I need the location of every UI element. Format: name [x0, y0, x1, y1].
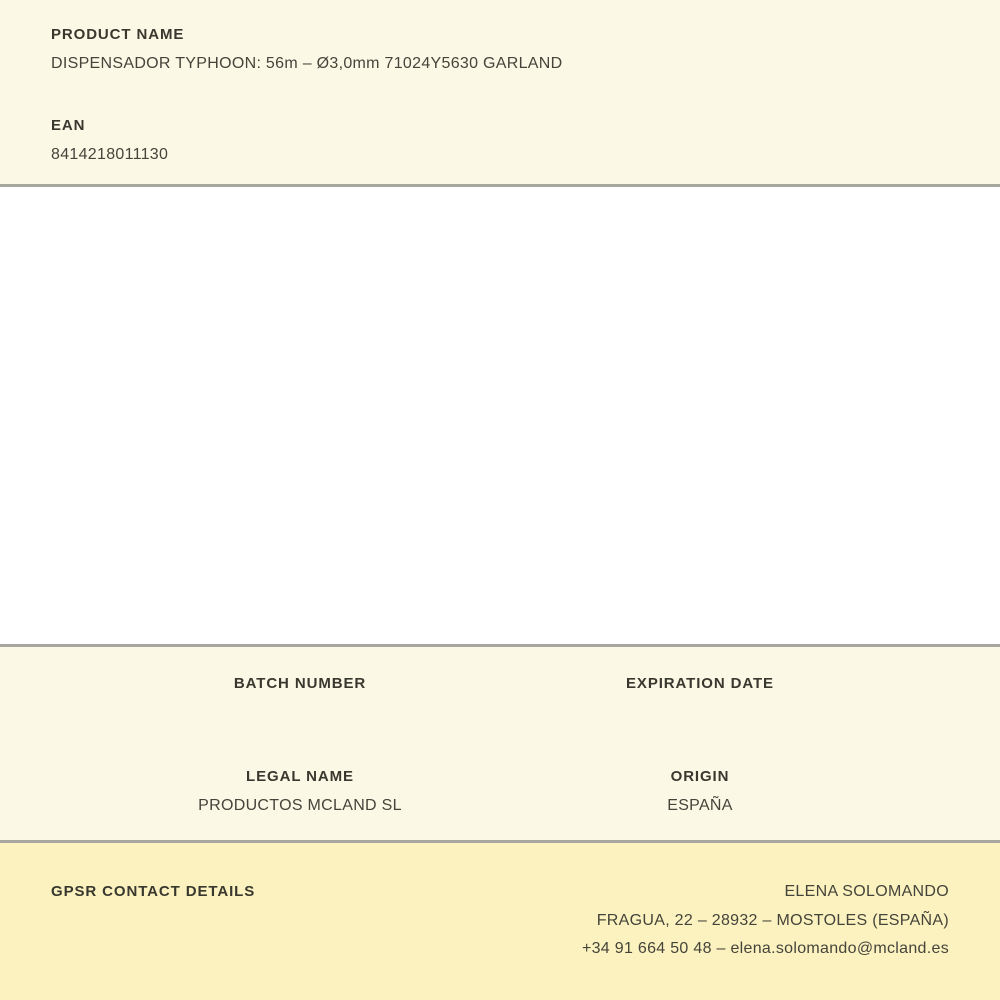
- gpsr-contact-section: [0, 843, 1000, 1000]
- product-details-section: [0, 647, 1000, 843]
- legal-name-label: LEGAL NAME: [246, 768, 354, 785]
- product-image-area: [0, 187, 1000, 647]
- contact-phone-email: +34 91 664 50 48 – elena.solomando@mcland.es: [581, 940, 949, 957]
- expiration-date-value: [500, 703, 900, 723]
- product-name-label: PRODUCT NAME: [51, 26, 185, 43]
- product-name-value: DISPENSADOR TYPHOON: 56m – Ø3,0mm 71024Y5630 GARLAND: [51, 55, 563, 72]
- product-info-section: [0, 0, 1000, 187]
- batch-number-value: [100, 703, 500, 723]
- field-expiration-date: [500, 675, 900, 723]
- ean-value: 8414218011130: [51, 146, 169, 163]
- origin-label: ORIGIN: [670, 768, 730, 785]
- field-origin: [500, 768, 900, 816]
- legal-name-value: PRODUCTOS MCLAND SL: [198, 797, 402, 814]
- field-batch-number: [100, 675, 500, 723]
- contact-person-name: ELENA SOLOMANDO: [784, 883, 949, 900]
- field-legal-name: [100, 768, 500, 816]
- contact-address: FRAGUA, 22 – 28932 – MOSTOLES (ESPAÑA): [596, 911, 949, 929]
- gpsr-contact-title: GPSR CONTACT DETAILS: [51, 883, 256, 900]
- expiration-date-label: EXPIRATION DATE: [626, 675, 774, 692]
- ean-label: EAN: [51, 117, 86, 134]
- gpsr-contact-lines: [582, 878, 949, 964]
- details-grid: [100, 675, 900, 816]
- batch-number-label: BATCH NUMBER: [233, 675, 367, 692]
- origin-value: ESPAÑA: [667, 797, 733, 814]
